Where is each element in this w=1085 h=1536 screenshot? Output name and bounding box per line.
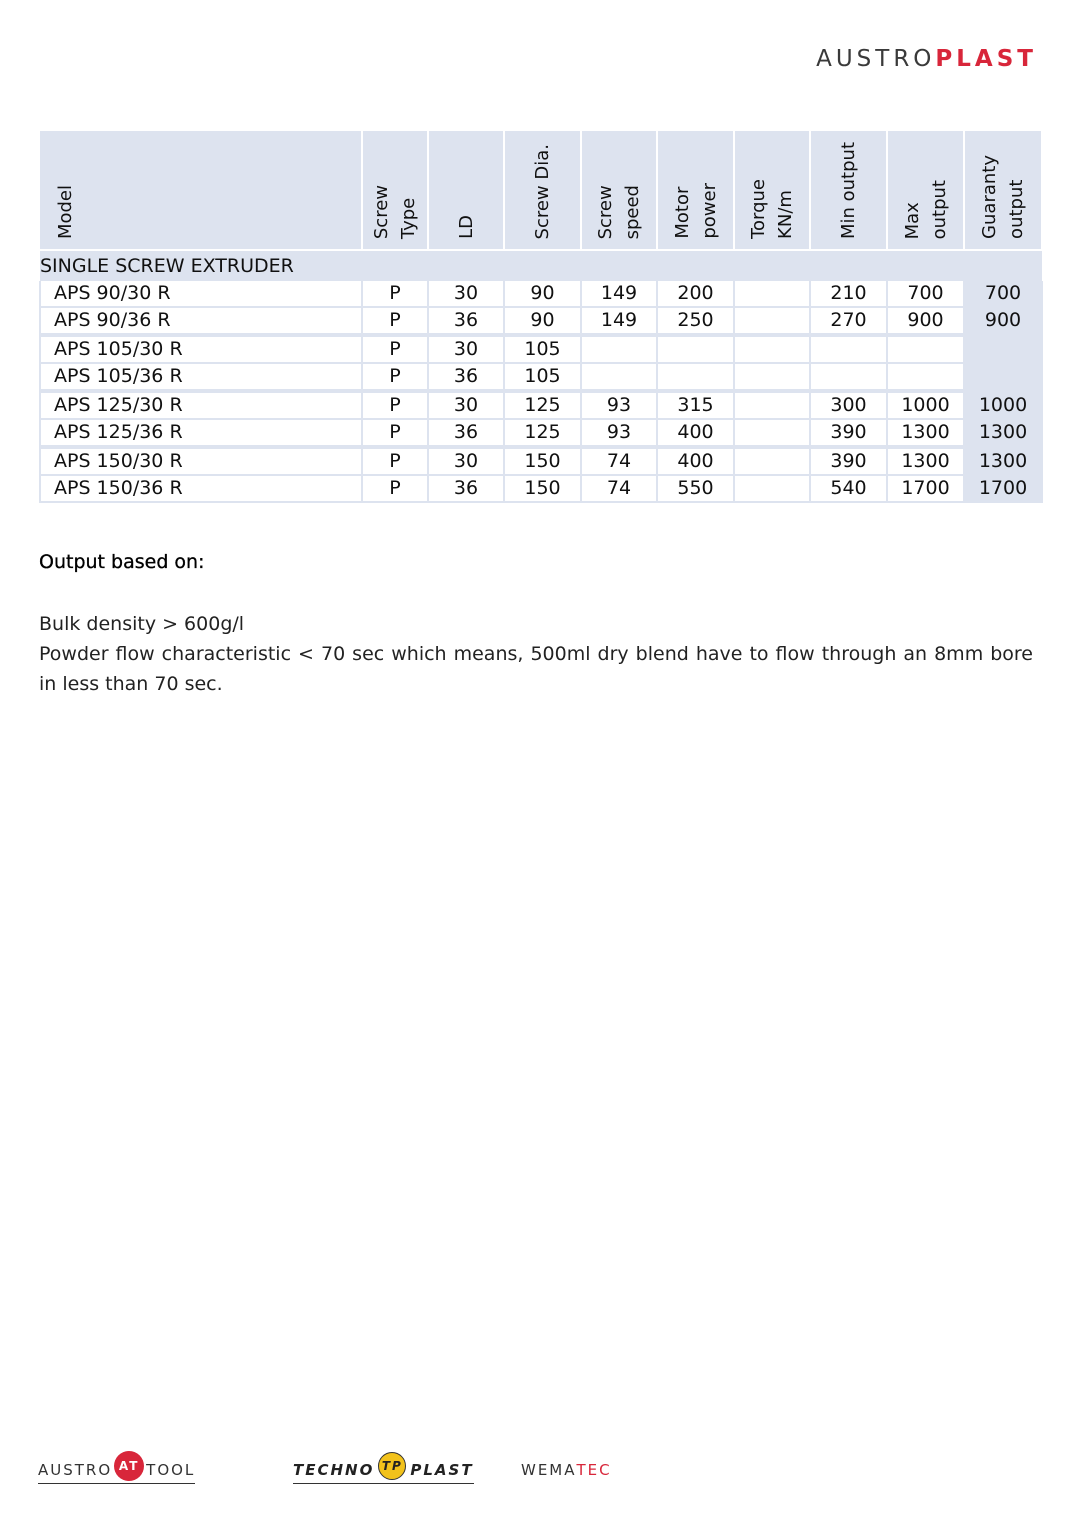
austroplast-logo: AUSTROPLAST <box>816 46 1037 72</box>
table-cell: 900 <box>887 307 964 335</box>
table-cell: 90 <box>504 281 581 307</box>
table-cell <box>964 363 1042 391</box>
tp-mark-icon: TP <box>378 1452 406 1480</box>
table-cell: 125 <box>504 391 581 419</box>
table-cell <box>810 335 887 363</box>
table-cell: 210 <box>810 281 887 307</box>
table-cell: P <box>362 281 428 307</box>
table-cell <box>734 335 810 363</box>
header-screw-dia: Screw Dia. <box>504 131 581 250</box>
table-cell: 105 <box>504 335 581 363</box>
table-row <box>40 391 1042 419</box>
table-cell: 36 <box>428 475 504 502</box>
table-cell: P <box>362 307 428 335</box>
table-cell: 74 <box>581 447 657 475</box>
table-cell <box>734 281 810 307</box>
table-cell: 149 <box>581 307 657 335</box>
table-cell: P <box>362 363 428 391</box>
table-cell: 1300 <box>964 447 1042 475</box>
table-cell: 1000 <box>964 391 1042 419</box>
table-cell: 700 <box>887 281 964 307</box>
table-cell: 1300 <box>964 419 1042 447</box>
table-cell <box>734 307 810 335</box>
table-row <box>40 475 1042 502</box>
table-cell <box>657 335 734 363</box>
table-cell <box>581 335 657 363</box>
table-cell: 400 <box>657 419 734 447</box>
table-cell: APS 105/36 R <box>40 363 362 391</box>
table-cell: 700 <box>964 281 1042 307</box>
table-cell: 1000 <box>887 391 964 419</box>
table-cell <box>810 363 887 391</box>
table-row <box>40 363 1042 391</box>
table-cell: 1700 <box>964 475 1042 502</box>
table-cell: 150 <box>504 447 581 475</box>
table-cell: 250 <box>657 307 734 335</box>
note-bulk-density: Bulk density > 600g/l <box>39 613 245 635</box>
table-cell: 315 <box>657 391 734 419</box>
table-cell <box>734 475 810 502</box>
table-cell: 30 <box>428 281 504 307</box>
table-cell: 93 <box>581 419 657 447</box>
header-max-output: Max output <box>887 131 964 250</box>
header-ld: LD <box>428 131 504 250</box>
table-cell: APS 125/30 R <box>40 391 362 419</box>
table-cell <box>657 363 734 391</box>
section-title: SINGLE SCREW EXTRUDER <box>40 250 1042 281</box>
header-motor-power: Motor power <box>657 131 734 250</box>
table-cell: 36 <box>428 363 504 391</box>
table-cell: APS 90/30 R <box>40 281 362 307</box>
table-cell: P <box>362 475 428 502</box>
table-cell: 150 <box>504 475 581 502</box>
table-cell: 30 <box>428 335 504 363</box>
table-cell: 550 <box>657 475 734 502</box>
table-row <box>40 419 1042 447</box>
table-cell: 36 <box>428 419 504 447</box>
table-cell: 1700 <box>887 475 964 502</box>
table-cell: 125 <box>504 419 581 447</box>
table-cell: APS 90/36 R <box>40 307 362 335</box>
table-cell: 900 <box>964 307 1042 335</box>
note-powder-flow: Powder flow characteristic < 70 sec which means, 500ml dry blend have to flow through an 8mm bore in less than 70 sec. <box>39 643 1033 695</box>
wematec-logo: WEMA TEC <box>521 1461 612 1479</box>
table-row <box>40 307 1042 335</box>
table-cell: 540 <box>810 475 887 502</box>
section-row <box>40 250 1042 281</box>
table-cell: 36 <box>428 307 504 335</box>
table-cell: P <box>362 419 428 447</box>
footer-logos <box>38 1448 738 1492</box>
table-cell <box>734 419 810 447</box>
austrotool-logo: AUSTRO AT TOOL <box>38 1457 195 1484</box>
table-cell: 1300 <box>887 447 964 475</box>
at-mark-icon: AT <box>114 1451 144 1481</box>
table-cell: APS 150/36 R <box>40 475 362 502</box>
table-row <box>40 335 1042 363</box>
header-screw-type: Screw Type <box>362 131 428 250</box>
specification-table <box>39 131 1043 503</box>
table-cell <box>887 363 964 391</box>
table-cell: 400 <box>657 447 734 475</box>
table-cell <box>887 335 964 363</box>
table-cell <box>734 363 810 391</box>
header-guaranty-output: Guaranty output <box>964 131 1042 250</box>
table-cell: 200 <box>657 281 734 307</box>
table-cell: 74 <box>581 475 657 502</box>
table-cell: 105 <box>504 363 581 391</box>
table-cell: 90 <box>504 307 581 335</box>
header-torque: Torque KN/m <box>734 131 810 250</box>
table-cell: 93 <box>581 391 657 419</box>
header-min-output: Min output <box>810 131 887 250</box>
table-cell: 390 <box>810 447 887 475</box>
table-header-row <box>40 131 1042 250</box>
table-cell: P <box>362 447 428 475</box>
table-cell: 300 <box>810 391 887 419</box>
table-cell: 30 <box>428 447 504 475</box>
table-row <box>40 281 1042 307</box>
table-cell: APS 150/30 R <box>40 447 362 475</box>
table-cell: P <box>362 391 428 419</box>
technoplast-logo: TECHNO TP PLAST <box>293 1457 474 1484</box>
table-cell: 270 <box>810 307 887 335</box>
table-cell <box>964 335 1042 363</box>
table-row <box>40 447 1042 475</box>
table-cell: 30 <box>428 391 504 419</box>
table-cell <box>581 363 657 391</box>
table-cell: P <box>362 335 428 363</box>
table-cell: 149 <box>581 281 657 307</box>
header-model: Model <box>40 131 362 250</box>
table-cell: APS 125/36 R <box>40 419 362 447</box>
table-cell: 390 <box>810 419 887 447</box>
header-screw-speed: Screw speed <box>581 131 657 250</box>
table-cell <box>734 447 810 475</box>
table-cell: APS 105/30 R <box>40 335 362 363</box>
table-cell: 1300 <box>887 419 964 447</box>
table-cell <box>734 391 810 419</box>
notes-title: Output based on: <box>39 551 205 573</box>
